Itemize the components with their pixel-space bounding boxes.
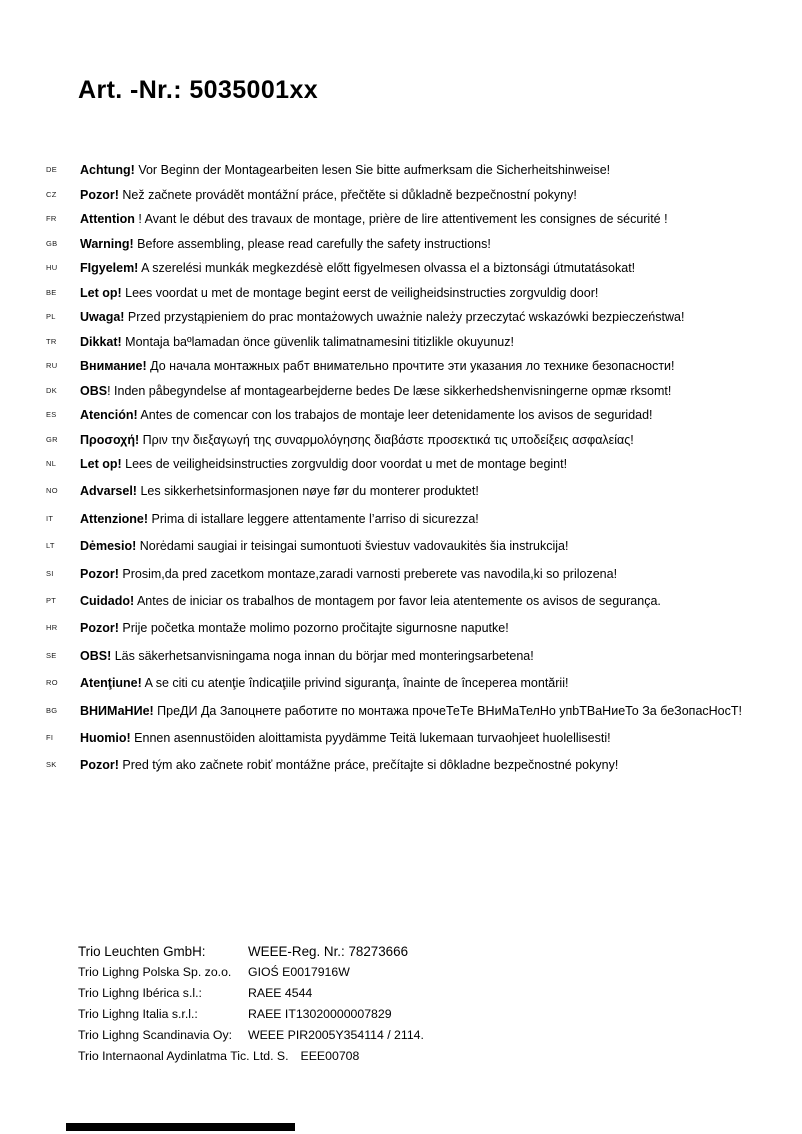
- language-code: GB: [46, 238, 58, 248]
- warning-message: [80, 484, 479, 499]
- warning-text: Antes de iniciar os trabalhos de montagem por favor leia atentemente os avisos de segurança.: [134, 593, 661, 608]
- language-warning-row: [0, 567, 802, 594]
- language-code: FR: [46, 214, 57, 223]
- warning-message: [80, 286, 598, 301]
- language-code: RU: [46, 361, 58, 370]
- company-registration-line: [78, 1025, 424, 1046]
- language-warning-row: [0, 261, 802, 286]
- warning-keyword: Pozor!: [80, 621, 119, 636]
- warning-text: Prima di istallare leggere attentamente l’arriso di sicurezza!: [148, 511, 479, 526]
- language-code: DE: [46, 165, 58, 174]
- warning-message: [80, 212, 668, 227]
- warning-message: [80, 704, 742, 719]
- warning-text: A se citi cu atenţie îndicaţiile privind siguranţa, înainte de începerea montării!: [141, 676, 569, 691]
- warning-message: [80, 335, 514, 350]
- company-registration-line: [78, 1046, 424, 1067]
- warning-text: До начала монтажных рабт внимательно прочтите эти указания ло технике безопасности!: [146, 359, 675, 373]
- warning-keyword: Uwaga!: [80, 310, 125, 324]
- language-warning-row: [0, 163, 802, 188]
- language-warning-row: [0, 484, 802, 511]
- warning-text: ПреДИ Да Запоцнете работите по монтажа прочеТеТе ВНиМаТелНо упbТВаНиеТо За беЗопасНосТ!: [153, 703, 742, 718]
- language-code: IT: [46, 513, 54, 523]
- company-name: Trio Internaonal Aydinlatma Tic. Ltd. S.: [78, 1049, 289, 1063]
- warning-keyword: OBS: [80, 383, 108, 398]
- language-warning-row: [0, 335, 802, 360]
- language-warning-row: [0, 384, 802, 409]
- warning-text: Prije početka montaže molimo pozorno pročitajte sigurnosne naputke!: [118, 621, 509, 636]
- warning-keyword: Advarsel!: [80, 484, 137, 499]
- registration-number: GIOŚ E0017916W: [248, 965, 350, 979]
- language-warning-row: [0, 649, 802, 676]
- company-registration-line: [78, 983, 424, 1004]
- language-code: ES: [46, 410, 57, 419]
- warning-message: [80, 310, 684, 325]
- warning-keyword: Let op!: [80, 285, 122, 300]
- warning-message: [80, 539, 568, 554]
- warning-keyword: Atenţiune!: [80, 676, 142, 691]
- registration-number: RAEE IT13020000007829: [248, 1007, 392, 1021]
- warning-message: [80, 163, 610, 178]
- warning-text: Než začnete provádět montážní práce, přečtěte si důkladně bezpečnostní pokyny!: [118, 187, 577, 202]
- footer-bar: [66, 1123, 295, 1131]
- warning-text: Lees de veiligheidsinstructies zorgvuldig door voordat u met de montage begint!: [121, 457, 568, 471]
- warning-text: ! Inden påbegyndelse af montagearbejderne bedes De læse sikkerhedshenvisningerne opmæ rksomt!: [107, 383, 672, 398]
- warning-keyword: Προσοχή!: [80, 432, 140, 447]
- warnings-list: [0, 163, 802, 786]
- warning-message: [80, 188, 577, 203]
- warning-keyword: Pozor!: [80, 758, 119, 773]
- warning-text: Before assembling, please read carefully the safety instructions!: [133, 236, 491, 251]
- language-code: SK: [46, 760, 57, 770]
- language-warning-row: [0, 539, 802, 566]
- language-code: SI: [46, 568, 54, 578]
- language-warning-row: [0, 212, 802, 237]
- language-warning-row: [0, 594, 802, 621]
- warning-text: Läs säkerhetsanvisningama noga innan du börjar med monteringsarbetena!: [111, 648, 534, 663]
- warning-keyword: Cuidado!: [80, 593, 135, 608]
- company-name: Trio Lighng Ibérica s.l.:: [78, 986, 202, 1000]
- warning-message: [80, 567, 617, 582]
- registration-number: WEEE PIR2005Y354114 / 2114.: [248, 1028, 424, 1042]
- language-warning-row: [0, 286, 802, 311]
- warning-message: [80, 512, 479, 527]
- company-registration-line: [78, 962, 424, 983]
- language-code: BE: [46, 287, 57, 297]
- warning-text: Montaja baºlamadan önce güvenlik talimatnamesini titizlikle okuyunuz!: [121, 334, 514, 349]
- warning-keyword: Dikkat!: [80, 334, 122, 349]
- language-code: NL: [46, 459, 57, 468]
- warning-keyword: Pozor!: [80, 566, 119, 581]
- language-warning-row: [0, 621, 802, 648]
- language-warning-row: [0, 237, 802, 262]
- language-code: TR: [46, 336, 57, 346]
- warning-message: [80, 408, 653, 423]
- warning-keyword: Let op!: [80, 457, 122, 471]
- language-warning-row: [0, 512, 802, 539]
- warning-message: [80, 384, 671, 399]
- warning-text: Prosim,da pred zacetkom montaze,zaradi varnosti preberete vas navodila,ki so prilozena!: [118, 566, 618, 581]
- warning-keyword: Attention: [80, 212, 135, 226]
- language-code: HR: [46, 623, 58, 633]
- article-number-title: Art. -Nr.: 5035001xx: [78, 76, 319, 104]
- language-code: PT: [46, 595, 57, 605]
- warning-keyword: FIgyelem!: [80, 261, 139, 275]
- warning-text: Pred tým ako začnete robiť montážne práce, prečítajte si dôkladne bezpečnostné pokyny!: [118, 758, 619, 773]
- warning-keyword: Внимание!: [80, 359, 147, 373]
- warning-keyword: OBS!: [80, 648, 112, 663]
- warning-text: Norėdami saugiai ir teisingai sumontuoti šviestuv vadovaukitės šia instrukcija!: [136, 539, 569, 554]
- warning-message: [80, 261, 635, 276]
- warning-text: Vor Beginn der Montagearbeiten lesen Sie bitte aufmerksam die Sicherheitshinweise!: [134, 163, 611, 177]
- language-code: RO: [46, 678, 58, 688]
- language-warning-row: [0, 359, 802, 384]
- language-code: LT: [46, 541, 55, 551]
- company-registration-line: [78, 941, 424, 962]
- language-code: NO: [46, 486, 58, 496]
- warning-keyword: Atención!: [80, 408, 138, 422]
- company-name: Trio Lighng Scandinavia Oy:: [78, 1028, 233, 1042]
- warning-message: [80, 237, 491, 252]
- company-name: Trio Lighng Polska Sp. zo.o.: [78, 965, 232, 979]
- language-code: HU: [46, 263, 58, 272]
- language-warning-row: [0, 704, 802, 731]
- warning-keyword: ВНИМаНИе!: [80, 703, 154, 718]
- warning-message: [80, 676, 568, 691]
- warning-keyword: Huomio!: [80, 730, 131, 745]
- warning-text: Les sikkerhetsinformasjonen nøye før du monterer produktet!: [136, 484, 479, 499]
- warning-text: A szerelési munkák megkezdésè előtt figyelmesen olvassa el a biztonsági útmutatásokat!: [138, 261, 636, 275]
- language-warning-row: [0, 408, 802, 433]
- warning-keyword: Dėmesio!: [80, 539, 137, 554]
- language-code: DK: [46, 385, 58, 395]
- warning-keyword: Pozor!: [80, 187, 119, 202]
- language-code: FI: [46, 732, 54, 742]
- company-registrations: [78, 941, 424, 1067]
- language-warning-row: [0, 731, 802, 758]
- language-code: PL: [46, 312, 56, 321]
- warning-message: [80, 457, 567, 472]
- warning-text: ! Avant le début des travaux de montage, prière de lire attentivement les consignes de sécurité !: [134, 212, 668, 226]
- warning-text: Przed przystąpieniem do prac montażowych uważnie należy przeczytać wskazówki bezpieczeństwa!: [124, 310, 685, 324]
- language-warning-row: [0, 188, 802, 213]
- language-warning-row: [0, 457, 802, 484]
- warning-message: [80, 594, 661, 609]
- warning-message: [80, 731, 611, 746]
- language-warning-row: [0, 433, 802, 458]
- warning-text: Πριν την διεξαγωγή της συναρμολόγησης διαβάστε προσεκτικά τις υποδείξεις ασφαλείας!: [139, 432, 634, 447]
- registration-number: WEEE-Reg. Nr.: 78273666: [248, 944, 409, 959]
- language-code: SE: [46, 650, 57, 660]
- company-name: Trio Leuchten GmbH:: [78, 944, 206, 959]
- warning-keyword: Warning!: [80, 236, 134, 251]
- language-code: GR: [46, 434, 58, 444]
- warning-message: [80, 621, 509, 636]
- language-warning-row: [0, 676, 802, 703]
- language-code: BG: [46, 705, 58, 715]
- company-registration-line: [78, 1004, 424, 1025]
- warning-message: [80, 649, 534, 664]
- language-code: CZ: [46, 189, 57, 199]
- warning-keyword: Achtung!: [80, 163, 135, 177]
- warning-text: Ennen asennustöiden aloittamista pyydämme Teitä lukemaan turvaohjeet huolellisesti!: [130, 730, 611, 745]
- company-name: Trio Lighng Italia s.r.l.:: [78, 1007, 198, 1021]
- warning-text: Antes de comencar con los trabajos de montaje leer detenidamente los avisos de seguridad!: [137, 408, 653, 422]
- warning-text: Lees voordat u met de montage begint eerst de veiligheidsinstructies zorgvuldig door!: [121, 285, 599, 300]
- warning-message: [80, 359, 675, 374]
- registration-number: EEE00708: [300, 1049, 360, 1063]
- warning-message: [80, 758, 618, 773]
- warning-keyword: Attenzione!: [80, 511, 149, 526]
- warning-message: [80, 433, 634, 448]
- registration-number: RAEE 4544: [248, 986, 313, 1000]
- language-warning-row: [0, 310, 802, 335]
- language-warning-row: [0, 758, 802, 785]
